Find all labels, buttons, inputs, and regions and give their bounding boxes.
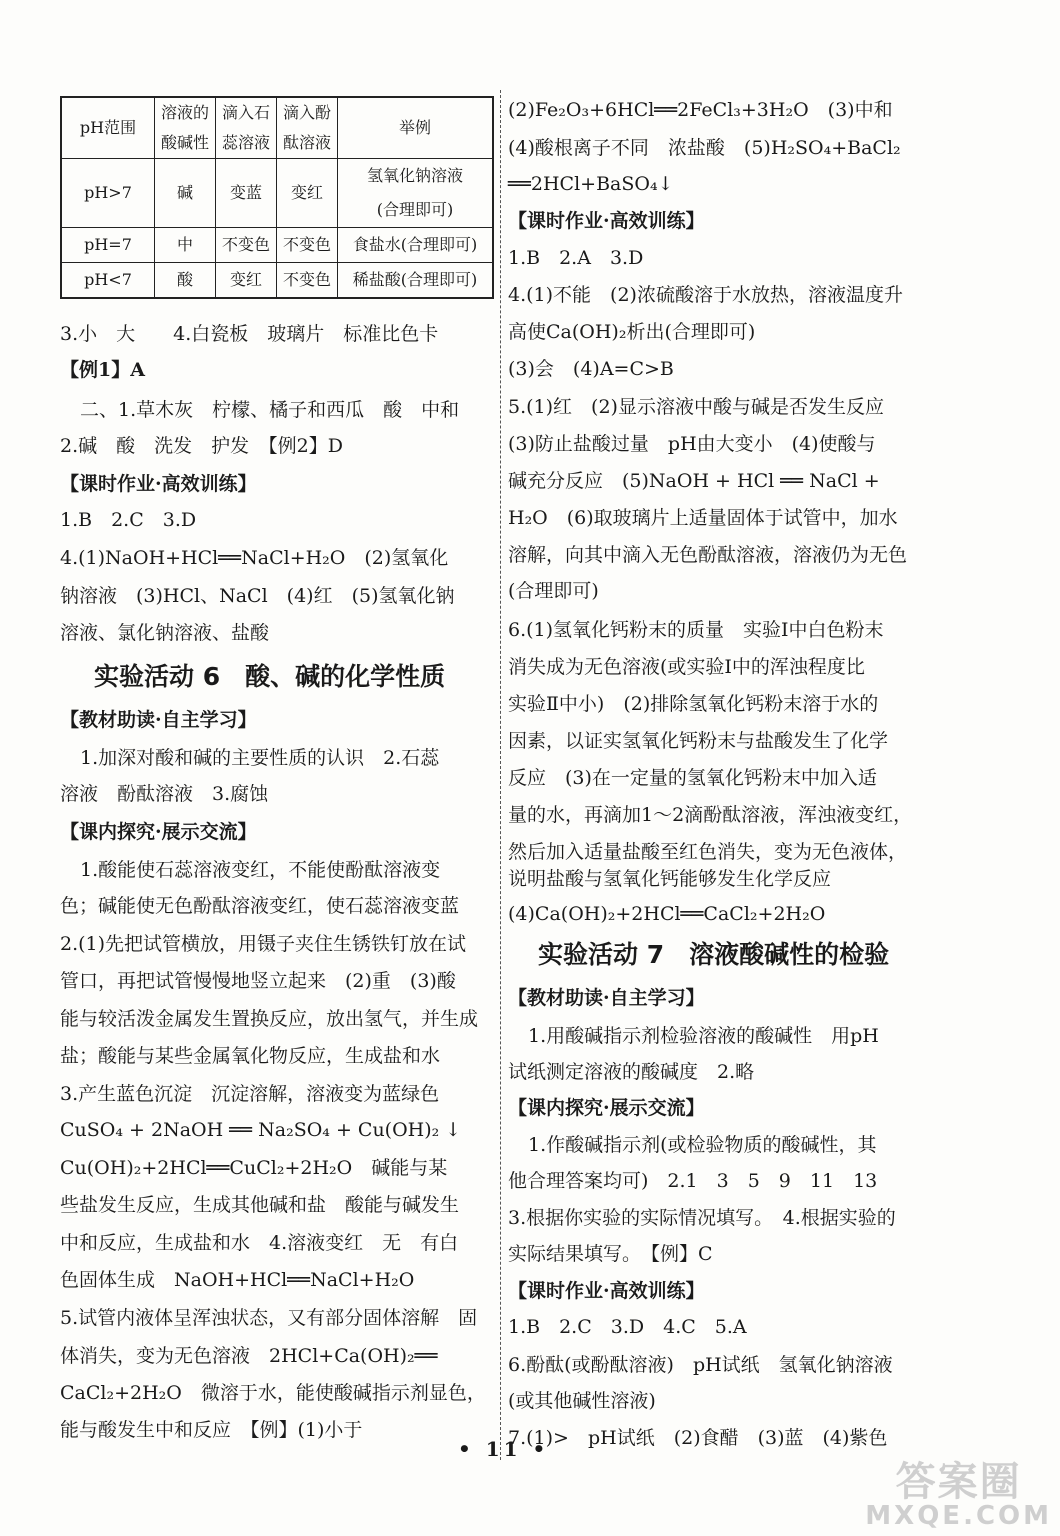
table-row	[61, 159, 493, 228]
table-header-cell: 举例	[338, 97, 494, 159]
table-row	[61, 263, 493, 299]
answer-line: 盐；酸能与某些金属氧化物反应，生成盐和水	[60, 1045, 441, 1067]
table-cell: 变红	[216, 263, 277, 299]
table-header-cell: 滴入石蕊溶液	[216, 97, 277, 159]
answer-line: 1.B 2.A 3.D	[508, 247, 644, 269]
answer-line: (或其他碱性溶液)	[508, 1390, 656, 1412]
table-cell: 不变色	[216, 228, 277, 263]
section-header: 【课时作业·高效训练】	[60, 473, 257, 495]
answer-line: 1.加深对酸和碱的主要性质的认识 2.石蕊	[80, 747, 440, 769]
answer-line: 能与酸发生中和反应 【例】(1)小于	[60, 1419, 363, 1441]
answer-line: 反应 (3)在一定量的氢氧化钙粉末中加入适	[508, 767, 877, 789]
table-cell: 变红	[277, 159, 338, 228]
answer-line: (2)Fe₂O₃+6HCl══2FeCl₃+3H₂O (3)中和	[508, 99, 893, 121]
answer-line: 管口，再把试管慢慢地竖立起来 (2)重 (3)酸	[60, 970, 456, 992]
section-header: 【课内探究·展示交流】	[60, 821, 257, 843]
answer-line: (3)会 (4)A=C>B	[508, 358, 674, 380]
equation-line: CuSO₄ + 2NaOH ══ Na₂SO₄ + Cu(OH)₂ ↓	[60, 1119, 462, 1141]
table-cell: 中	[155, 228, 216, 263]
answer-line: 2.碱 酸 洗发 护发 【例2】D	[60, 435, 343, 457]
answer-line: 中和反应，生成盐和水 4.溶液变红 无 有白	[60, 1232, 459, 1254]
answer-line: 溶解，向其中滴入无色酚酞溶液，溶液仍为无色	[508, 544, 908, 566]
page-number: • 11 •	[458, 1437, 550, 1461]
ph-range-table	[60, 96, 494, 299]
answer-line: 1.用酸碱指示剂检验溶液的酸碱性 用pH	[528, 1025, 879, 1047]
table-row	[61, 228, 493, 263]
answer-line: 量的水，再滴加1～2滴酚酞溶液，浑浊液变红，	[508, 804, 913, 826]
table-cell: 稀盐酸(合理即可)	[338, 263, 494, 299]
table-cell: pH<7	[61, 263, 155, 299]
table-cell: 酸	[155, 263, 216, 299]
answer-line: 3.产生蓝色沉淀 沉淀溶解，溶液变为蓝绿色	[60, 1083, 440, 1105]
example-label: 【例1】A	[60, 359, 145, 381]
activity-7-title: 实验活动 7 溶液酸碱性的检验	[538, 940, 890, 969]
table-header-row	[61, 97, 493, 159]
answer-line: CaCl₂+2H₂O 微溶于水，能使酸碱指示剂显色，	[60, 1382, 486, 1404]
table-header-cell: pH范围	[61, 97, 155, 159]
answer-line: 实验Ⅱ中小) (2)排除氢氧化钙粉末溶于水的	[508, 693, 879, 715]
answer-line: 溶液、氯化钠溶液、盐酸	[60, 622, 270, 644]
equation-line: ══2HCl+BaSO₄↓	[508, 173, 674, 195]
equation-line: Cu(OH)₂+2HCl══CuCl₂+2H₂O 碱能与某	[60, 1157, 448, 1179]
answer-line: 4.(1)不能 (2)浓硫酸溶于水放热，溶液温度升	[508, 284, 903, 306]
answer-line: 能与较活泼金属发生置换反应，放出氢气，并生成	[60, 1008, 479, 1030]
answer-line: 二、1.草木灰 柠檬、橘子和西瓜 酸 中和	[80, 399, 460, 421]
answer-line: 2.(1)先把试管横放，用镊子夹住生锈铁钉放在试	[60, 933, 467, 955]
answer-line: 色固体生成 NaOH+HCl══NaCl+H₂O	[60, 1269, 415, 1291]
answer-line: (4)酸根离子不同 浓盐酸 (5)H₂SO₄+BaCl₂	[508, 137, 901, 159]
table-header-cell: 溶液的酸碱性	[155, 97, 216, 159]
answer-line: 6.酚酞(或酚酞溶液) pH试纸 氢氧化钠溶液	[508, 1354, 893, 1376]
answer-line: (3)防止盐酸过量 pH由大变小 (4)使酸与	[508, 433, 876, 455]
table-cell: 变蓝	[216, 159, 277, 228]
answer-line: 体消失，变为无色溶液 2HCl+Ca(OH)₂══	[60, 1345, 438, 1367]
equation-line: (4)Ca(OH)₂+2HCl══CaCl₂+2H₂O	[508, 903, 826, 925]
answer-line: 色；碱能使无色酚酞溶液变红，使石蕊溶液变蓝	[60, 895, 460, 917]
column-divider	[500, 90, 501, 1460]
answer-line: 4.(1)NaOH+HCl══NaCl+H₂O (2)氢氧化	[60, 547, 449, 569]
answer-line: 然后加入适量盐酸至红色消失，变为无色液体，	[508, 841, 908, 863]
answer-line: 钠溶液 (3)HCl、NaCl (4)红 (5)氢氧化钠	[60, 585, 455, 607]
answer-line: 他合理答案均可) 2.1 3 5 9 11 13	[508, 1170, 878, 1192]
answer-line: 5.试管内液体呈浑浊状态，又有部分固体溶解 固	[60, 1307, 478, 1329]
table-cell: 碱	[155, 159, 216, 228]
answer-line: (合理即可)	[508, 580, 599, 602]
answer-line: 1.B 2.C 3.D	[60, 509, 197, 531]
table-cell: 不变色	[277, 263, 338, 299]
table-cell: pH=7	[61, 228, 155, 263]
answer-line: 因素，以证实氢氧化钙粉末与盐酸发生了化学	[508, 730, 889, 752]
watermark-bottom: MXQE.COM	[865, 1500, 1052, 1531]
answer-line: 3.小 大 4.白瓷板 玻璃片 标准比色卡	[60, 323, 439, 345]
answer-line: H₂O (6)取玻璃片上适量固体于试管中，加水	[508, 507, 898, 529]
answer-line: 1.作酸碱指示剂(或检验物质的酸碱性，其	[528, 1134, 877, 1156]
answer-line: 6.(1)氢氧化钙粉末的质量 实验Ⅰ中白色粉末	[508, 619, 884, 641]
answer-line: 消失成为无色溶液(或实验Ⅰ中的浑浊程度比	[508, 656, 865, 678]
answer-line: 说明盐酸与氢氧化钙能够发生化学反应	[508, 868, 832, 890]
answer-line: 高使Ca(OH)₂析出(合理即可)	[508, 321, 756, 343]
section-header: 【教材助读·自主学习】	[60, 709, 257, 731]
answer-line: 1.B 2.C 3.D 4.C 5.A	[508, 1316, 747, 1338]
answer-line: 1.酸能使石蕊溶液变红，不能使酚酞溶液变	[80, 859, 441, 881]
section-header: 【课内探究·展示交流】	[508, 1097, 705, 1119]
watermark-logo	[865, 1458, 1052, 1531]
answer-line: 3.根据你实验的实际情况填写。 4.根据实验的	[508, 1207, 896, 1229]
answer-line: 试纸测定溶液的酸碱度 2.略	[508, 1061, 755, 1083]
answer-line: 碱充分反应 (5)NaOH + HCl ══ NaCl +	[508, 470, 880, 492]
table-header-cell: 滴入酚酞溶液	[277, 97, 338, 159]
answer-line: 7.(1)> pH试纸 (2)食醋 (3)蓝 (4)紫色	[508, 1427, 888, 1449]
table-cell: 氢氧化钠溶液(合理即可)	[338, 159, 494, 228]
answer-line: 溶液 酚酞溶液 3.腐蚀	[60, 783, 269, 805]
section-header: 【课时作业·高效训练】	[508, 1280, 705, 1302]
section-header: 【教材助读·自主学习】	[508, 987, 705, 1009]
table-cell: pH>7	[61, 159, 155, 228]
answer-line: 实际结果填写。 【例】C	[508, 1243, 713, 1265]
table-cell: 不变色	[277, 228, 338, 263]
section-header: 【课时作业·高效训练】	[508, 210, 705, 232]
table-cell: 食盐水(合理即可)	[338, 228, 494, 263]
answer-line: 些盐发生反应，生成其他碱和盐 酸能与碱发生	[60, 1194, 460, 1216]
answer-line: 5.(1)红 (2)显示溶液中酸与碱是否发生反应	[508, 396, 884, 418]
watermark-top: 答案圈	[895, 1458, 1022, 1505]
activity-6-title: 实验活动 6 酸、碱的化学性质	[94, 662, 446, 691]
